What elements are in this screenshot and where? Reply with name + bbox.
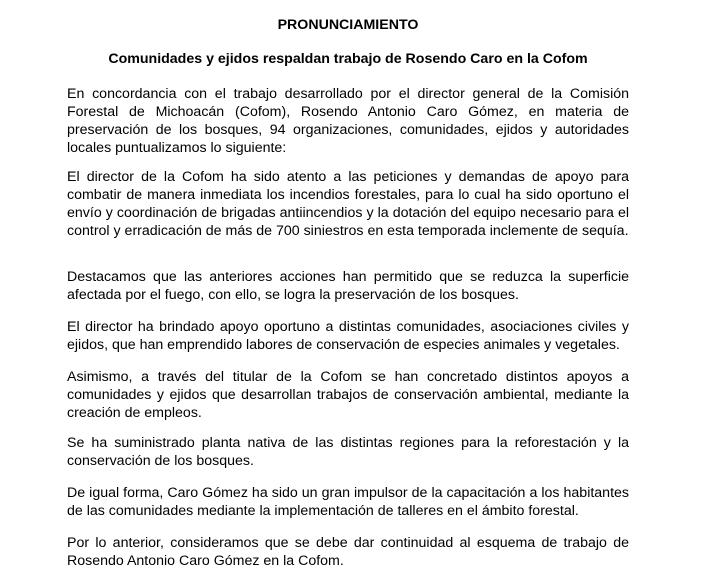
paragraph-conclusion: Por lo anterior, consideramos que se debe dar continuidad al esquema de trabajo de Rosendo Antonio Caro Gómez en la Cofom. xyxy=(67,535,629,569)
paragraph-community-support: El director ha brindado apoyo oportuno a distintas comunidades, asociaciones civiles y ejidos, que han emprendido labores de conservación de especies animales y vegetales. xyxy=(67,319,629,353)
paragraph-employment: Asimismo, a través del titular de la Cofom se han concretado distintos apoyos a comunidades y ejidos que desarrollan trabajos de conservación ambiental, mediante la creación de empleos. xyxy=(67,369,629,421)
paragraph-native-plants: Se ha suministrado planta nativa de las distintas regiones para la reforestación y la conservación de los bosques. xyxy=(67,435,629,469)
paragraph-fire-response: El director de la Cofom ha sido atento a las peticiones y demandas de apoyo para combatir de manera inmediata los incendios forestales, para lo cual ha sido oportuno el envío y coordinación de brigadas antiincendios y la dotación del equipo necesario para el control y erradicación de más de 700 siniestros en esta temporada inclemente de sequía. xyxy=(67,169,629,239)
paragraph-intro: En concordancia con el trabajo desarrollado por el director general de la Comisión Forestal de Michoacán (Cofom), Rosendo Antonio Caro Gómez, en materia de preservación de los bosques, 94 organizaciones, comunidades, ejidos y autoridades locales puntualizamos lo siguiente: xyxy=(67,86,629,156)
paragraph-reduced-area: Destacamos que las anteriores acciones han permitido que se reduzca la superficie afectada por el fuego, con ello, se logra la preservación de los bosques. xyxy=(67,269,629,303)
document-subheading: Comunidades y ejidos respaldan trabajo de Rosendo Caro en la Cofom xyxy=(108,51,588,67)
document-heading: PRONUNCIAMIENTO xyxy=(277,17,419,33)
paragraph-training: De igual forma, Caro Gómez ha sido un gran impulsor de la capacitación a los habitantes de las comunidades mediante la implementación de talleres en el ámbito forestal. xyxy=(67,485,629,519)
